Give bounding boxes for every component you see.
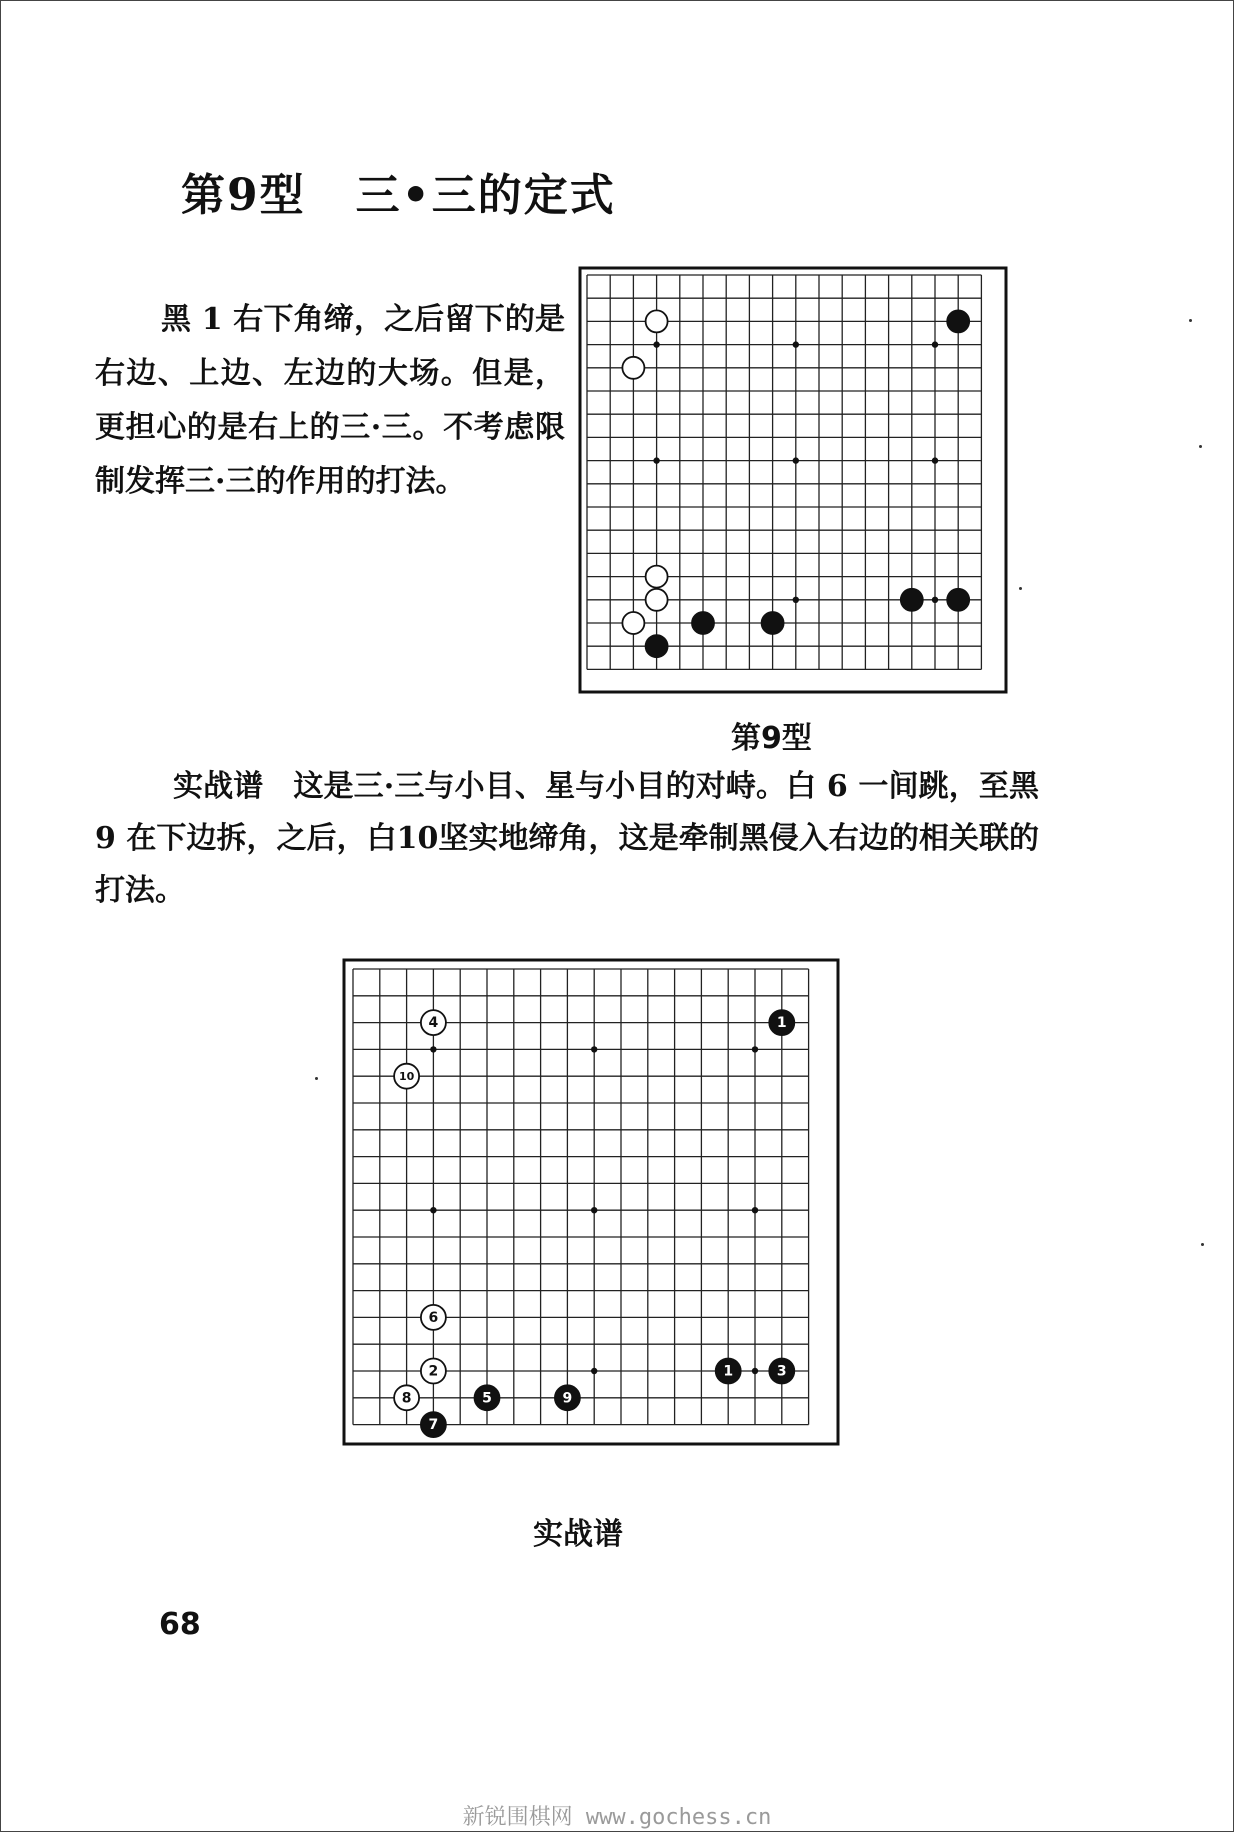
numbered-black-stone bbox=[716, 1359, 741, 1384]
numbered-white-stone bbox=[421, 1359, 446, 1384]
body-text: 这是三·三与小目、星与小目的对峙。白 6 一间跳，至黑 9 在下边拆，之后，白10坚实地缔角，这是牵制黑侵入右边的相关联的打法。 bbox=[95, 769, 1039, 908]
star-point bbox=[591, 1207, 597, 1213]
star-point bbox=[591, 1046, 597, 1052]
star-point bbox=[591, 1368, 597, 1374]
title-name: 三•三的定式 bbox=[355, 170, 616, 221]
star-point bbox=[793, 597, 799, 603]
star-point bbox=[932, 341, 938, 347]
board-grid bbox=[353, 969, 809, 1425]
move-number: 10 bbox=[398, 1070, 415, 1084]
white-stone bbox=[622, 612, 644, 634]
star-point bbox=[752, 1368, 758, 1374]
black-stone bbox=[901, 589, 923, 611]
black-stone bbox=[692, 612, 714, 634]
move-number: 8 bbox=[401, 1390, 412, 1407]
numbered-white-stone bbox=[421, 1010, 446, 1035]
move-number: 1 bbox=[723, 1363, 734, 1380]
body-paragraph bbox=[95, 761, 1039, 917]
page-title bbox=[181, 159, 616, 223]
star-point bbox=[653, 341, 659, 347]
white-stone bbox=[622, 357, 644, 379]
watermark-footer: 新锐围棋网 www.gochess.cn bbox=[462, 1805, 772, 1830]
star-point bbox=[653, 457, 659, 463]
move-number: 7 bbox=[428, 1417, 439, 1434]
intro-paragraph: 黑 1 右下角缔，之后留下的是右边、上边、左边的大场。但是，更担心的是右上的三·三。不考虑限制发挥三·三的作用的打法。 bbox=[95, 302, 565, 499]
black-stone bbox=[646, 635, 668, 657]
numbered-black-stone bbox=[421, 1412, 446, 1437]
board-grid bbox=[587, 275, 981, 669]
numbered-black-stone bbox=[555, 1385, 580, 1410]
black-stone bbox=[762, 612, 784, 634]
white-stone bbox=[646, 566, 668, 588]
star-point bbox=[932, 457, 938, 463]
move-number: 5 bbox=[482, 1390, 492, 1407]
numbered-white-stone bbox=[421, 1305, 446, 1330]
title-number: 第9型 bbox=[181, 170, 306, 221]
move-number: 6 bbox=[428, 1309, 439, 1326]
white-stone bbox=[646, 589, 668, 611]
star-point bbox=[430, 1207, 436, 1213]
star-point bbox=[793, 457, 799, 463]
numbered-white-stone bbox=[394, 1385, 419, 1410]
move-number: 3 bbox=[776, 1363, 787, 1380]
page-number: 68 bbox=[159, 1607, 201, 1642]
move-number: 4 bbox=[428, 1015, 439, 1032]
white-stone bbox=[646, 310, 668, 332]
move-number: 1 bbox=[776, 1015, 787, 1032]
black-stone bbox=[947, 589, 969, 611]
numbered-white-stone bbox=[394, 1064, 419, 1089]
diagram2-caption: 实战谱 bbox=[533, 1517, 623, 1552]
diagram1-caption: 第9型 bbox=[731, 721, 812, 756]
star-point bbox=[752, 1207, 758, 1213]
star-point bbox=[932, 597, 938, 603]
numbered-black-stone bbox=[475, 1385, 500, 1410]
move-number: 9 bbox=[562, 1390, 573, 1407]
black-stone bbox=[947, 310, 969, 332]
star-point bbox=[752, 1046, 758, 1052]
star-point bbox=[430, 1046, 436, 1052]
go-board-game-record bbox=[343, 959, 841, 1447]
body-lead: 实战谱 bbox=[173, 769, 264, 804]
move-number: 2 bbox=[428, 1363, 439, 1380]
go-board-diagram-9 bbox=[579, 267, 1009, 695]
numbered-black-stone bbox=[769, 1010, 794, 1035]
star-point bbox=[793, 341, 799, 347]
numbered-black-stone bbox=[769, 1359, 794, 1384]
